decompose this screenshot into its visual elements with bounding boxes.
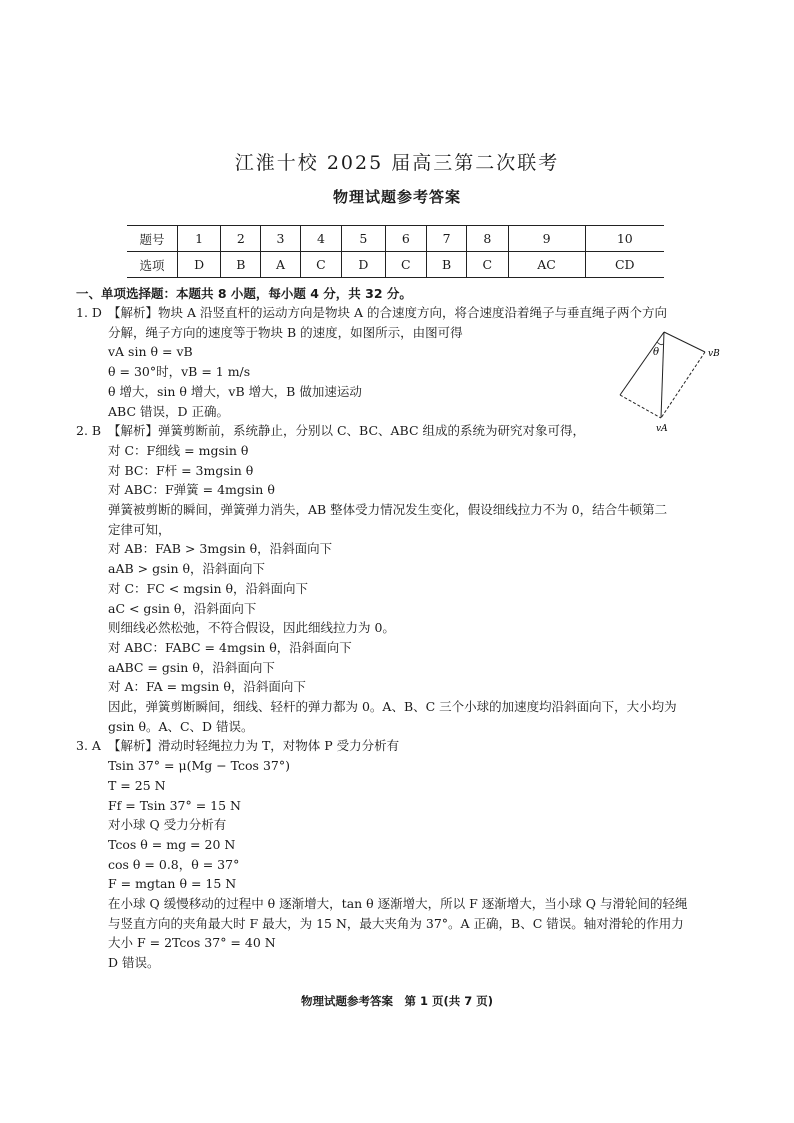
solution-line: D 错误。: [108, 955, 160, 971]
question-number: 1. D: [76, 305, 102, 320]
solution-line: 在小球 Q 缓慢移动的过程中 θ 逐渐增大，tan θ 逐渐增大，所以 F 逐渐增大，当小球 Q 与滑轮间的轻绳: [108, 896, 688, 911]
cell: 5: [342, 226, 385, 252]
va-label: vA: [656, 424, 668, 434]
solution-line: 对 ABC：F弹簧 = 4mgsin θ: [108, 482, 275, 498]
solution-line: vA sin θ = vB: [108, 344, 193, 360]
cell: C: [385, 252, 427, 278]
solution-line: aABC = gsin θ，沿斜面向下: [108, 659, 275, 675]
question-number: 3. A: [76, 738, 101, 754]
solution-line: Tsin 37° = μ(Mg − Tcos 37°): [108, 758, 290, 774]
solution-line: 分解，绳子方向的速度等于物块 B 的速度，如图所示，由图可得: [108, 324, 463, 340]
answer-table-row-answers: [127, 252, 664, 278]
rope-line: [620, 332, 664, 395]
cell: B: [427, 252, 467, 278]
solution-line: gsin θ。A、C、D 错误。: [108, 718, 254, 734]
cell: D: [178, 252, 221, 278]
solution-line: 对 ABC：FABC = 4mgsin θ，沿斜面向下: [108, 639, 352, 655]
solution-line: 【解析】物块 A 沿竖直杆的运动方向是物块 A 的合速度方向，将合速度沿着绳子与垂直绳子两个方向: [108, 305, 667, 320]
solution-line: 【解析】弹簧剪断前，系统静止，分别以 C、BC、ABC 组成的系统为研究对象可得，: [108, 423, 586, 439]
answer-table-row-numbers: [127, 226, 664, 252]
solution-line: 定律可知，: [108, 521, 171, 537]
solution-line: Ff = Tsin 37° = 15 N: [108, 797, 241, 813]
solution-line: 则细线必然松弛，不符合假设，因此细线拉力为 0。: [108, 620, 395, 636]
cell: 6: [385, 226, 427, 252]
dashed-line: [661, 352, 705, 418]
cell: C: [467, 252, 509, 278]
solution-line: 对小球 Q 受力分析有: [108, 817, 227, 833]
section-heading: 一、单项选择题：本题共 8 小题，每小题 4 分，共 32 分。: [76, 286, 412, 301]
document-subtitle: 物理试题参考答案: [332, 188, 461, 206]
answer-table: [127, 225, 664, 278]
angle-arc: [657, 342, 663, 345]
velocity-diagram: [600, 320, 720, 440]
row-header: 选项: [127, 252, 178, 278]
solution-line: 对 C：F细线 = mgsin θ: [108, 442, 249, 458]
solution-line: 因此，弹簧剪断瞬间，细线、轻杆的弹力都为 0。A、B、C 三个小球的加速度均沿斜面向下，大小均为: [108, 699, 677, 714]
solution-line: 对 C：FC < mgsin θ，沿斜面向下: [108, 580, 309, 596]
cell: 1: [178, 226, 221, 252]
page-footer: 物理试题参考答案 第 1 页(共 7 页): [300, 994, 494, 1008]
solution-line: Tcos θ = mg = 20 N: [108, 836, 236, 852]
cell: 8: [467, 226, 509, 252]
solution-line: 对 AB：FAB > 3mgsin θ，沿斜面向下: [108, 541, 333, 557]
cell: 2: [221, 226, 261, 252]
row-header: 题号: [127, 226, 178, 252]
solution-line: 对 A：FA = mgsin θ，沿斜面向下: [108, 679, 306, 695]
solution-line: 【解析】滑动时轻绳拉力为 T，对物体 P 受力分析有: [108, 738, 400, 754]
cell: 7: [427, 226, 467, 252]
solution-line: F = mgtan θ = 15 N: [108, 876, 237, 892]
document-title: 江淮十校 2025 届高三第二次联考: [234, 152, 560, 174]
cell: B: [221, 252, 261, 278]
theta-label: θ: [653, 347, 660, 358]
cell: AC: [508, 252, 585, 278]
solution-line: aAB > gsin θ，沿斜面向下: [108, 561, 266, 577]
cell: 9: [508, 226, 585, 252]
question-number: 2. B: [76, 423, 102, 439]
cell: 3: [261, 226, 300, 252]
solution-line: aC < gsin θ，沿斜面向下: [108, 600, 257, 616]
vb-label: vB: [708, 349, 720, 359]
solution-line: cos θ = 0.8，θ = 37°: [108, 856, 240, 872]
vb-arrow-line: [664, 332, 705, 352]
dashed-line: [620, 395, 661, 418]
solution-line: 与竖直方向的夹角最大时 F 最大，为 15 N，最大夹角为 37°。A 正确，B、C 错误。轴对滑轮的作用力: [108, 915, 684, 931]
cell: C: [300, 252, 342, 278]
cell: A: [261, 252, 300, 278]
cell: 4: [300, 226, 342, 252]
solution-line: θ 增大，sin θ 增大，vB 增大，B 做加速运动: [108, 383, 362, 399]
solution-line: 大小 F = 2Tcos 37° = 40 N: [108, 935, 276, 951]
cell: 10: [585, 226, 664, 252]
solution-line: T = 25 N: [108, 777, 166, 793]
solution-line: θ = 30°时，vB = 1 m/s: [108, 364, 251, 380]
solution-line: 对 BC：F杆 = 3mgsin θ: [108, 462, 254, 478]
solution-line: ABC 错误，D 正确。: [108, 403, 229, 419]
cell: CD: [585, 252, 664, 278]
solution-line: 弹簧被剪断的瞬间，弹簧弹力消失，AB 整体受力情况发生变化，假设细线拉力不为 0，结合牛顿第二: [108, 502, 668, 517]
cell: D: [342, 252, 385, 278]
